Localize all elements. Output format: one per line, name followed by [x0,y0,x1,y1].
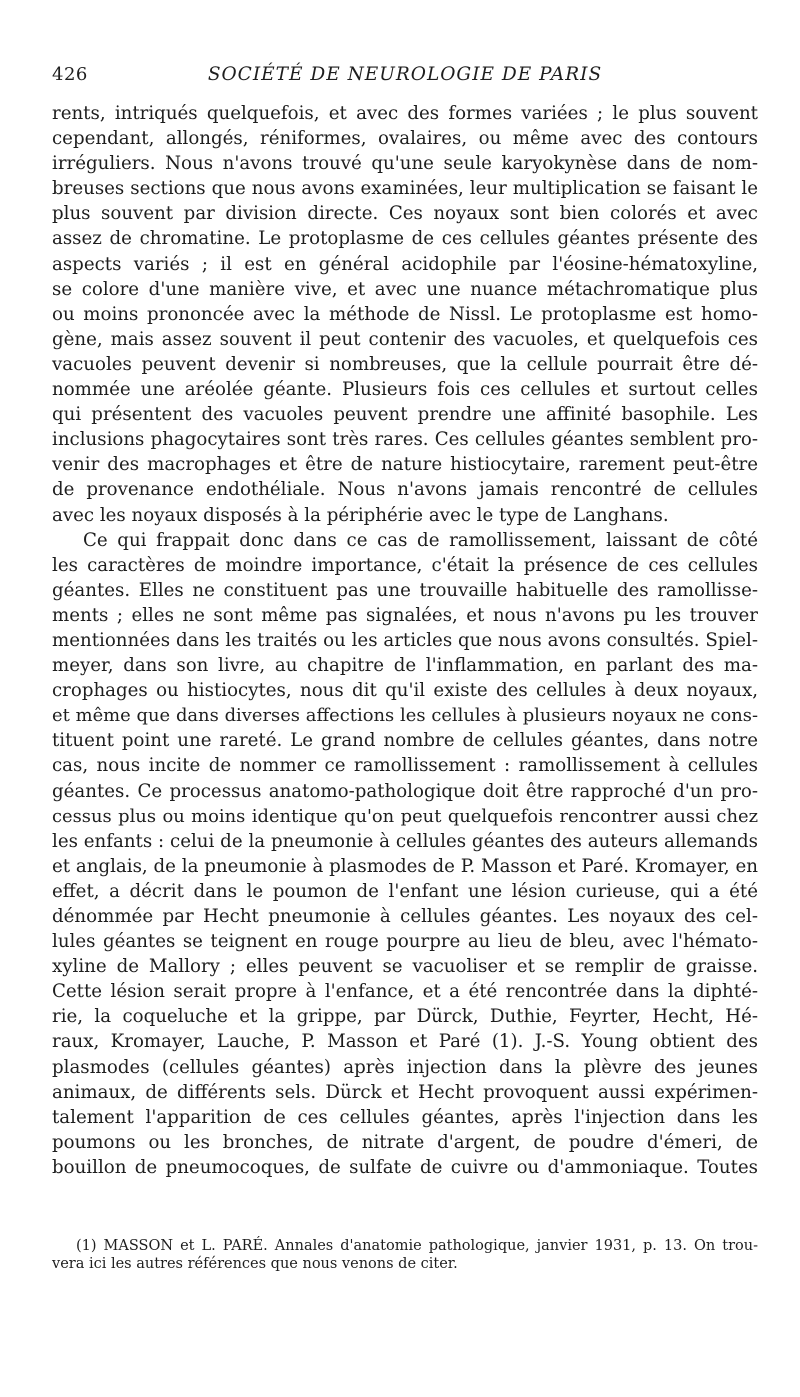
text-line: avec les noyaux disposés à la périphérie avec le type de Langhans. [52,504,669,526]
text-line: ou moins prononcée avec la méthode de Nissl. Le protoplasme est homo- [52,303,758,325]
text-line: cessus plus ou moins identique qu'on peut quelquefois rencontrer aussi chez [52,805,758,827]
text-line: et même que dans diverses affections les cellules à plusieurs noyaux ne cons- [52,705,758,727]
page-header [52,64,758,88]
text-line: cas, nous incite de nommer ce ramollissement : ramollissement à cellules [52,755,758,777]
text-line: cependant, allongés, réniformes, ovalaires, ou même avec des contours [52,128,758,150]
text-line: de provenance endothéliale. Nous n'avons jamais rencontré de cellules [52,479,758,501]
text-line: meyer, dans son livre, au chapitre de l'inflammation, en parlant des ma- [52,655,758,677]
text-line: irréguliers. Nous n'avons trouvé qu'une seule karyokynèse dans de nom- [52,153,758,175]
paragraph-start-line: Ce qui frappait donc dans ce cas de ramollissement, laissant de côté [83,529,758,551]
text-line: géantes. Elles ne constituent pas une trouvaille habituelle des ramollisse- [52,579,758,601]
text-line: xyline de Mallory ; elles peuvent se vacuoliser et se remplir de graisse. [52,956,758,978]
text-line: rents, intriqués quelquefois, et avec des formes variées ; le plus souvent [52,103,758,124]
text-line: bouillon de pneumocoques, de sulfate de cuivre ou d'ammoniaque. Toutes [52,1156,758,1178]
text-line: et anglais, de la pneumonie à plasmodes de P. Masson et Paré. Kromayer, en [52,855,758,877]
text-line: géantes. Ce processus anatomo-pathologique doit être rapproché d'un pro- [52,780,758,802]
text-line: breuses sections que nous avons examinées, leur multiplication se faisant le [52,178,758,200]
text-line: gène, mais assez souvent il peut contenir des vacuoles, et quelquefois ces [52,328,758,350]
text-line: plus souvent par division directe. Ces noyaux sont bien colorés et avec [52,203,758,225]
text-line: assez de chromatine. Le protoplasme de ces cellules géantes présente des [52,228,758,250]
text-line: ments ; elles ne sont même pas signalées, et nous n'avons pu les trouver [52,604,758,626]
text-line: plasmodes (cellules géantes) après injection dans la plèvre des jeunes [52,1056,758,1078]
text-line: nommée une aréolée géante. Plusieurs fois ces cellules et surtout celles [52,379,758,401]
text-line: se colore d'une manière vive, et avec une nuance métachromatique plus [52,278,758,300]
text-line: mentionnées dans les traités ou les articles que nous avons consultés. Spiel- [52,629,758,651]
text-line: raux, Kromayer, Lauche, P. Masson et Paré (1). J.-S. Young obtient des [52,1031,758,1053]
text-line: talement l'apparition de ces cellules géantes, après l'injection dans les [52,1106,758,1128]
text-line: vacuoles peuvent devenir si nombreuses, que la cellule pourrait être dé- [52,353,758,375]
text-line: tituent point une rareté. Le grand nombre de cellules géantes, dans notre [52,730,758,752]
text-line: crophages ou histiocytes, nous dit qu'il existe des cellules à deux noyaux, [52,680,758,702]
text-line: rie, la coqueluche et la grippe, par Dürck, Duthie, Feyrter, Hecht, Hé- [52,1006,758,1028]
footnote [52,1237,758,1273]
running-head: SOCIÉTÉ DE NEUROLOGIE DE PARIS [207,64,603,85]
text-line: dénommée par Hecht pneumonie à cellules géantes. Les noyaux des cel- [52,906,758,927]
text-line: poumons ou les bronches, de nitrate d'argent, de poudre d'émeri, de [52,1131,758,1153]
text-line: Cette lésion serait propre à l'enfance, et a été rencontrée dans la diphté- [52,981,758,1003]
text-line: les caractères de moindre importance, c'était la présence de ces cellules [52,554,758,576]
footnote-line: vera ici les autres références que nous venons de citer. [52,1256,458,1272]
text-line: les enfants : celui de la pneumonie à cellules géantes des auteurs allemands [52,830,758,852]
text-line: effet, a décrit dans le poumon de l'enfant une lésion curieuse, qui a été [52,880,758,902]
text-line: inclusions phagocytaires sont très rares. Ces cellules géantes semblent pro- [52,429,758,451]
text-line: lules géantes se teignent en rouge pourpre au lieu de bleu, avec l'hémato- [52,931,758,953]
body-text [52,101,758,1180]
text-line: aspects variés ; il est en général acidophile par l'éosine-hématoxyline, [52,253,758,275]
text-line: animaux, de différents sels. Dürck et Hecht provoquent aussi expérimen- [52,1081,758,1103]
text-line: qui présentent des vacuoles peuvent prendre une affinité basophile. Les [52,404,758,426]
page-number: 426 [52,64,88,85]
footnote-line: (1) MASSON et L. PARÉ. Annales d'anatomie pathologique, janvier 1931, p. 13. On trou- [76,1238,758,1254]
text-line: venir des macrophages et être de nature histiocytaire, rarement peut-être [52,454,758,476]
